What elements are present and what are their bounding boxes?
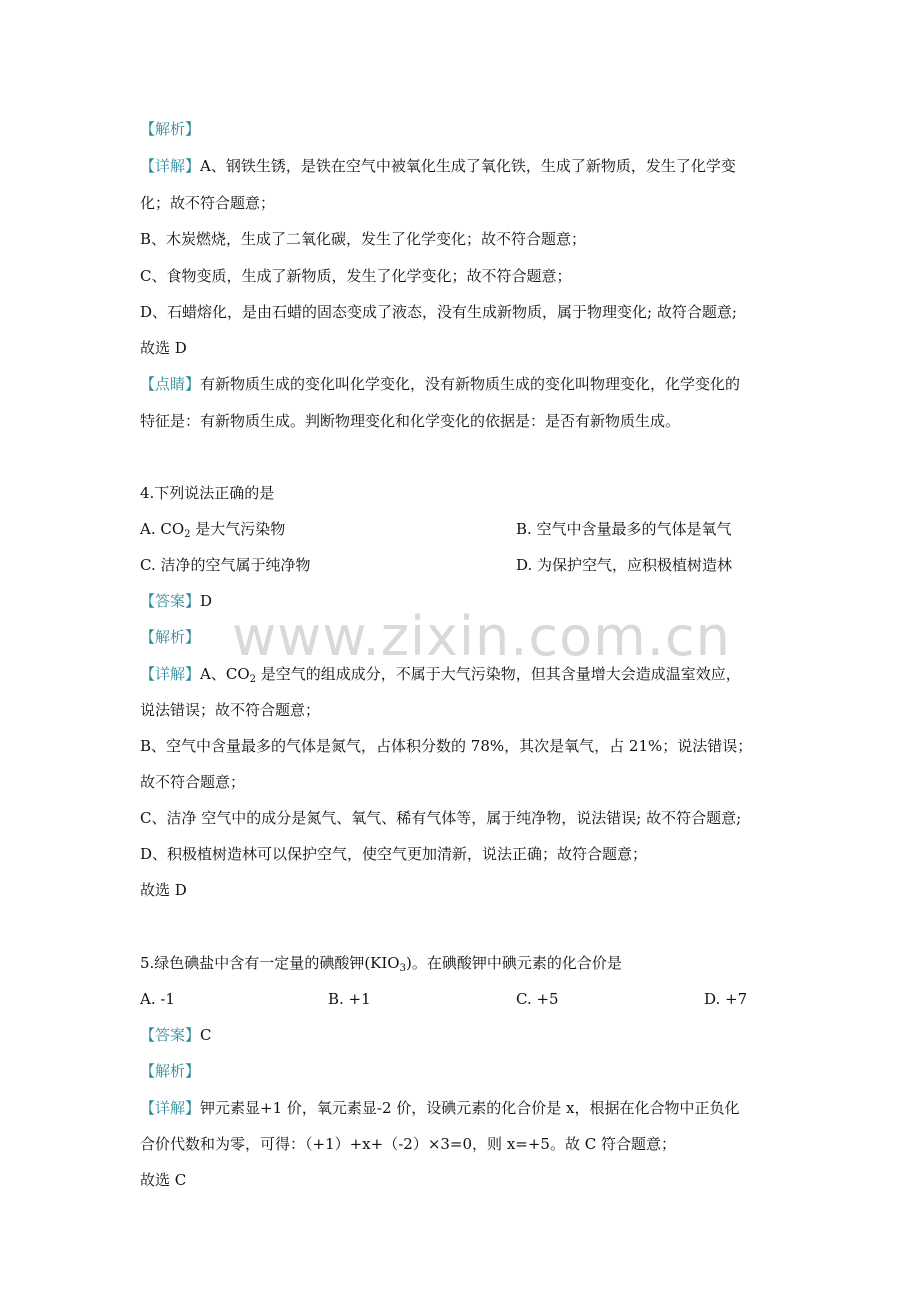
- q5-option-d: D. +7: [704, 990, 748, 1008]
- q4-option-b-explanation-1: B、空气中含量最多的气体是氮气，占体积分数的 78%，其次是氧气，占 21%；说法错误；: [140, 737, 753, 755]
- q4-option-b: B. 空气中含量最多的气体是氧气: [516, 520, 732, 538]
- q3-option-c-explanation: C、食物变质，生成了新物质，发生了化学变化；故不符合题意；: [140, 267, 572, 285]
- q4-analysis-heading: 【解析】: [140, 628, 201, 646]
- q3-comment-line-1: 【点睛】有新物质生成的变化叫化学变化，没有新物质生成的变化叫物理变化，化学变化的: [140, 375, 741, 393]
- q4-option-c: C. 洁净的空气属于纯净物: [140, 556, 311, 574]
- q4-option-b-explanation-2: 故不符合题意；: [140, 773, 246, 791]
- q3-detail-line-1: 【详解】A、钢铁生锈，是铁在空气中被氧化生成了氧化铁，生成了新物质，发生了化学变: [140, 157, 736, 175]
- q5-answer: 【答案】C: [140, 1026, 212, 1044]
- q5-option-a: A. -1: [140, 990, 175, 1008]
- q3-choice: 故选 D: [140, 339, 187, 357]
- q3-option-b-explanation: B、木炭燃烧，生成了二氧化碳，发生了化学变化；故不符合题意；: [140, 230, 587, 248]
- q3-analysis-heading: 【解析】: [140, 120, 201, 138]
- q3-comment-line-2: 特征是：有新物质生成。判断物理变化和化学变化的依据是：是否有新物质生成。: [140, 412, 681, 430]
- q4-option-c-explanation: C、洁净 空气中的成分是氮气、氧气、稀有气体等，属于纯净物，说法错误; 故不符合题意;: [140, 809, 742, 827]
- q4-option-d-explanation: D、积极植树造林可以保护空气，使空气更加清新，说法正确；故符合题意；: [140, 845, 648, 863]
- q5-analysis-heading: 【解析】: [140, 1062, 201, 1080]
- q5-detail-line-1: 【详解】钾元素显+1 价，氧元素显-2 价，设碘元素的化合价是 x，根据在化合物中正负化: [140, 1099, 740, 1117]
- q3-option-d-explanation: D、石蜡熔化，是由石蜡的固态变成了液态，没有生成新物质，属于物理变化; 故符合题意;: [140, 303, 737, 321]
- q4-detail-line-1: 【详解】A、$CO_2$ 是空气的组成成分，不属于大气污染物，但其含量增大会造成温室效应，: [140, 665, 741, 685]
- q5-option-c: C. +5: [516, 990, 559, 1008]
- q4-option-d: D. 为保护空气，应积极植树造林: [516, 556, 733, 574]
- q4-detail-line-2: 说法错误；故不符合题意；: [140, 701, 321, 719]
- q5-choice: 故选 C: [140, 1171, 187, 1189]
- q3-detail-line-2: 化；故不符合题意；: [140, 194, 276, 212]
- q4-stem: 4.下列说法正确的是: [140, 484, 275, 502]
- q4-answer: 【答案】D: [140, 592, 213, 610]
- q5-stem: 5.绿色碘盐中含有一定量的碘酸钾$(KIO_3)$。在碘酸钾中碘元素的化合价是: [140, 954, 622, 974]
- q5-option-b: B. +1: [328, 990, 371, 1008]
- q4-choice: 故选 D: [140, 881, 187, 899]
- q5-detail-line-2: 合价代数和为零，可得：（+1）+x+（-2）×3=0，则 x=+5。故 C 符合题意；: [140, 1135, 676, 1153]
- q4-option-a: A. $CO_2$ 是大气污染物: [140, 520, 286, 540]
- watermark: www.zixin.com.cn: [232, 605, 731, 668]
